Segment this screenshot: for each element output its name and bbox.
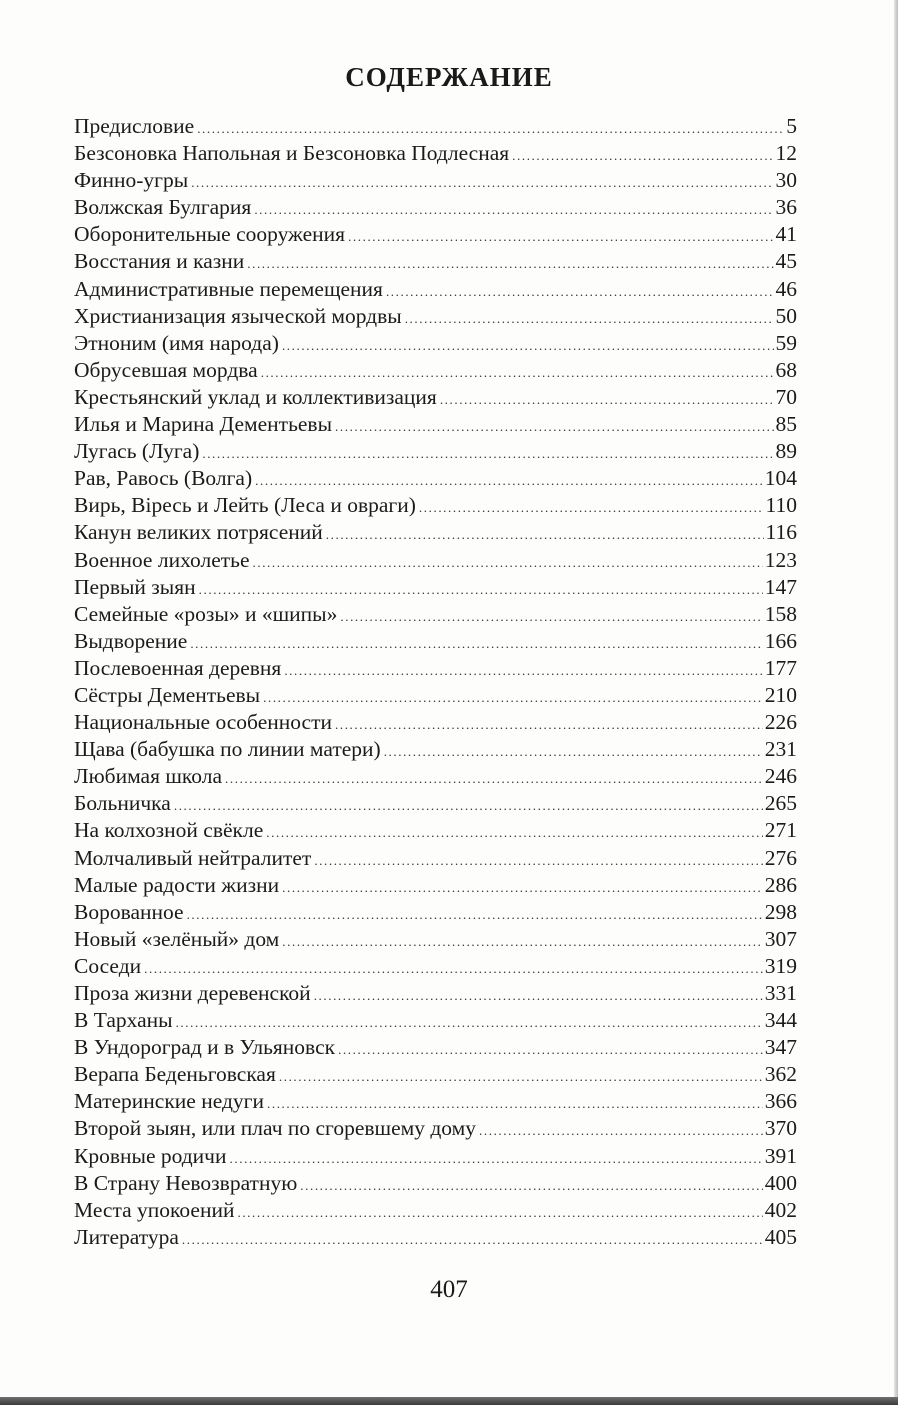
toc-entry bbox=[74, 601, 797, 628]
page-title: СОДЕРЖАНИЕ bbox=[345, 62, 553, 92]
toc-entry bbox=[74, 682, 797, 709]
toc-entry bbox=[74, 709, 797, 736]
toc-entry-page: 226 bbox=[764, 710, 797, 735]
toc-entry bbox=[74, 411, 797, 438]
toc-dot-leader bbox=[190, 637, 762, 650]
toc-entry-title: Выдворение bbox=[74, 628, 188, 653]
toc-entry-title: Семейные «розы» и «шипы» bbox=[74, 601, 338, 626]
scanner-bottom-edge bbox=[0, 1397, 898, 1405]
toc-entry-page: 307 bbox=[764, 926, 797, 951]
toc-entry-title: Верапа Беденьговская bbox=[74, 1062, 276, 1087]
toc-entry bbox=[74, 1197, 797, 1224]
toc-entry-title: Больничка bbox=[74, 791, 171, 816]
toc-entry bbox=[74, 574, 797, 601]
toc-dot-leader bbox=[266, 826, 762, 839]
toc-dot-leader bbox=[282, 935, 762, 948]
toc-dot-leader bbox=[254, 203, 773, 216]
toc-entry-title: Любимая школа bbox=[74, 764, 223, 789]
toc-dot-leader bbox=[263, 691, 763, 704]
toc-entry-page: 370 bbox=[764, 1116, 797, 1141]
toc-dot-leader bbox=[255, 474, 763, 487]
toc-dot-leader bbox=[261, 366, 774, 379]
toc-entry bbox=[74, 113, 797, 140]
toc-dot-leader bbox=[174, 799, 763, 812]
toc-entry-page: 36 bbox=[775, 195, 797, 220]
toc-entry-page: 246 bbox=[764, 764, 797, 789]
toc-dot-leader bbox=[314, 989, 763, 1002]
toc-entry-page: 50 bbox=[775, 303, 797, 328]
toc-entry-title: Первый зыян bbox=[74, 574, 196, 599]
toc-dot-leader bbox=[187, 908, 763, 921]
toc-entry-page: 402 bbox=[764, 1197, 797, 1222]
toc-entry bbox=[74, 276, 797, 303]
toc-entry bbox=[74, 248, 797, 275]
toc-dot-leader bbox=[230, 1152, 763, 1165]
toc-entry-page: 344 bbox=[764, 1008, 797, 1033]
toc-entry-page: 70 bbox=[775, 384, 797, 409]
toc-dot-leader bbox=[182, 1233, 763, 1246]
toc-entry-page: 41 bbox=[775, 222, 797, 247]
toc-entry-title: Материнские недуги bbox=[74, 1089, 264, 1114]
toc-dot-leader bbox=[440, 393, 774, 406]
page-number: 407 bbox=[430, 1276, 468, 1303]
toc-entry-page: 89 bbox=[775, 439, 797, 464]
toc-entry-page: 46 bbox=[775, 276, 797, 301]
toc-dot-leader bbox=[335, 718, 763, 731]
toc-entry-title: Оборонительные сооружения bbox=[74, 222, 346, 247]
toc-entry-title: Второй зыян, или плач по сгоревшему дому bbox=[74, 1116, 477, 1141]
toc-dot-leader bbox=[512, 149, 773, 162]
toc-entry-title: Рав, Равось (Волга) bbox=[74, 466, 253, 491]
toc-entry bbox=[74, 384, 797, 411]
toc-entry bbox=[74, 655, 797, 682]
toc-dot-leader bbox=[348, 230, 773, 243]
toc-entry-page: 116 bbox=[765, 520, 797, 545]
toc-entry-title: Послевоенная деревня bbox=[74, 655, 282, 680]
toc-entry bbox=[74, 1143, 797, 1170]
toc-entry-page: 177 bbox=[764, 655, 797, 680]
toc-entry-page: 5 bbox=[786, 114, 797, 138]
page-edge-shadow bbox=[894, 0, 898, 1405]
toc-entry-title: Сёстры Дементьевы bbox=[74, 682, 261, 707]
toc-entry-title: Лугась (Луга) bbox=[74, 439, 200, 464]
toc-entry bbox=[74, 790, 797, 817]
toc-entry-page: 158 bbox=[764, 601, 797, 626]
toc-entry-page: 123 bbox=[764, 547, 797, 572]
toc-entry-title: Безсоновка Напольная и Безсоновка Подлесная bbox=[74, 141, 510, 166]
toc-entry bbox=[74, 763, 797, 790]
toc-entry-page: 319 bbox=[764, 953, 797, 978]
toc-entry-title: Вирь, Вiресь и Лейть (Леса и овраги) bbox=[74, 493, 416, 518]
toc-dot-leader bbox=[282, 881, 763, 894]
toc-dot-leader bbox=[384, 745, 763, 758]
toc-entry-page: 166 bbox=[764, 628, 797, 653]
toc-entry bbox=[74, 194, 797, 221]
toc-entry-title: Обрусевшая мордва bbox=[74, 357, 258, 382]
toc-dot-leader bbox=[386, 285, 774, 298]
toc-entry bbox=[74, 926, 797, 953]
toc-dot-leader bbox=[247, 257, 773, 270]
toc-dot-leader bbox=[326, 528, 764, 541]
toc-entry bbox=[74, 1088, 797, 1115]
toc-entry bbox=[74, 872, 797, 899]
toc-entry bbox=[74, 1224, 797, 1251]
toc-dot-leader bbox=[199, 583, 763, 596]
toc-entry-page: 265 bbox=[764, 791, 797, 816]
toc-entry-title: Места упокоений bbox=[74, 1197, 235, 1222]
toc-entry-page: 286 bbox=[764, 872, 797, 897]
toc-entry-title: Крестьянский уклад и коллективизация bbox=[74, 384, 437, 409]
toc-entry bbox=[74, 547, 797, 574]
toc-entry-title: Илья и Марина Дементьевы bbox=[74, 412, 333, 437]
toc-entry bbox=[74, 953, 797, 980]
toc-entry-title: Литература bbox=[74, 1224, 179, 1249]
toc-entry-title: Новый «зелёный» дом bbox=[74, 926, 280, 951]
toc-entry bbox=[74, 492, 797, 519]
toc-entry-page: 104 bbox=[764, 466, 797, 491]
toc-dot-leader bbox=[284, 664, 762, 677]
toc-entry-title: Малые радости жизни bbox=[74, 872, 280, 897]
toc-entry bbox=[74, 438, 797, 465]
toc-entry-page: 30 bbox=[775, 168, 797, 193]
toc-dot-leader bbox=[335, 420, 773, 433]
toc-entry-page: 391 bbox=[764, 1143, 797, 1168]
toc-entry-page: 298 bbox=[764, 899, 797, 924]
toc-entry bbox=[74, 980, 797, 1007]
toc-entry-page: 405 bbox=[764, 1224, 797, 1249]
toc-entry bbox=[74, 167, 797, 194]
toc-dot-leader bbox=[253, 556, 763, 569]
toc-entry bbox=[74, 519, 797, 546]
toc-entry bbox=[74, 817, 797, 844]
toc-entry-title: В Страну Невозвратную bbox=[74, 1170, 298, 1195]
toc-entry bbox=[74, 221, 797, 248]
toc-entry-page: 276 bbox=[764, 845, 797, 870]
toc-dot-leader bbox=[338, 1043, 763, 1056]
toc-entry-title: Этноним (имя народа) bbox=[74, 330, 279, 355]
toc-entry-title: В Тарханы bbox=[74, 1008, 173, 1033]
toc-entry-page: 366 bbox=[764, 1089, 797, 1114]
toc-dot-leader bbox=[314, 854, 762, 867]
toc-dot-leader bbox=[191, 176, 773, 189]
toc-dot-leader bbox=[282, 339, 774, 352]
toc-entry-title: Предисловие bbox=[74, 114, 195, 138]
toc-entry-title: Канун великих потрясений bbox=[74, 520, 323, 545]
toc-entry-page: 400 bbox=[764, 1170, 797, 1195]
toc-entry-page: 85 bbox=[775, 412, 797, 437]
toc-entry-title: Кровные родичи bbox=[74, 1143, 227, 1168]
toc-dot-leader bbox=[300, 1179, 762, 1192]
toc-entry-page: 147 bbox=[764, 574, 797, 599]
toc-entry bbox=[74, 628, 797, 655]
toc-entry bbox=[74, 303, 797, 330]
toc-entry bbox=[74, 845, 797, 872]
toc-entry bbox=[74, 1034, 797, 1061]
toc-entry-title: Христианизация языческой мордвы bbox=[74, 303, 402, 328]
toc-entry bbox=[74, 1061, 797, 1088]
toc-dot-leader bbox=[225, 772, 763, 785]
toc-entry-page: 12 bbox=[775, 141, 797, 166]
toc-entry-title: Административные перемещения bbox=[74, 276, 383, 301]
toc-entry-title: Молчаливый нейтралитет bbox=[74, 845, 312, 870]
toc-entry-title: Финно-угры bbox=[74, 168, 189, 193]
toc-dot-leader bbox=[279, 1070, 763, 1083]
toc-entry bbox=[74, 140, 797, 167]
toc-entry-title: Соседи bbox=[74, 953, 142, 978]
toc-entry-page: 362 bbox=[764, 1062, 797, 1087]
toc-dot-leader bbox=[197, 122, 784, 135]
toc-dot-leader bbox=[479, 1124, 763, 1137]
toc-entry bbox=[74, 1007, 797, 1034]
toc-entry bbox=[74, 465, 797, 492]
toc-entry-page: 347 bbox=[764, 1035, 797, 1060]
toc-dot-leader bbox=[202, 447, 773, 460]
toc-entry-page: 331 bbox=[764, 981, 797, 1005]
toc-entry-title: Военное лихолетье bbox=[74, 547, 250, 572]
toc-entry bbox=[74, 899, 797, 926]
toc-entry-page: 271 bbox=[764, 818, 797, 843]
toc-entry-title: На колхозной свёкле bbox=[74, 818, 264, 843]
toc-entry-page: 59 bbox=[775, 330, 797, 355]
toc-entry bbox=[74, 330, 797, 357]
toc-entry-title: Национальные особенности bbox=[74, 710, 332, 735]
toc-entry-page: 68 bbox=[775, 357, 797, 382]
toc-entry-title: Проза жизни деревенской bbox=[74, 981, 311, 1005]
toc-entry-page: 231 bbox=[764, 737, 797, 762]
toc-dot-leader bbox=[405, 312, 774, 325]
toc-entry-title: Ворованное bbox=[74, 899, 184, 924]
toc-entry-title: Восстания и казни bbox=[74, 249, 245, 274]
toc-dot-leader bbox=[340, 610, 762, 623]
table-of-contents bbox=[74, 113, 797, 1251]
toc-entry bbox=[74, 736, 797, 763]
toc-entry-page: 110 bbox=[765, 493, 797, 518]
toc-entry-page: 210 bbox=[764, 682, 797, 707]
toc-dot-leader bbox=[419, 501, 764, 514]
toc-dot-leader bbox=[176, 1016, 763, 1029]
toc-entry-title: Волжская Булгария bbox=[74, 195, 252, 220]
toc-entry bbox=[74, 1170, 797, 1197]
toc-entry bbox=[74, 357, 797, 384]
toc-dot-leader bbox=[144, 962, 763, 975]
toc-dot-leader bbox=[237, 1206, 762, 1219]
toc-entry bbox=[74, 1115, 797, 1142]
toc-dot-leader bbox=[267, 1097, 763, 1110]
toc-entry-title: Щава (бабушка по линии матери) bbox=[74, 737, 381, 762]
toc-entry-title: В Ундороград и в Ульяновск bbox=[74, 1035, 336, 1060]
toc-entry-page: 45 bbox=[775, 249, 797, 274]
